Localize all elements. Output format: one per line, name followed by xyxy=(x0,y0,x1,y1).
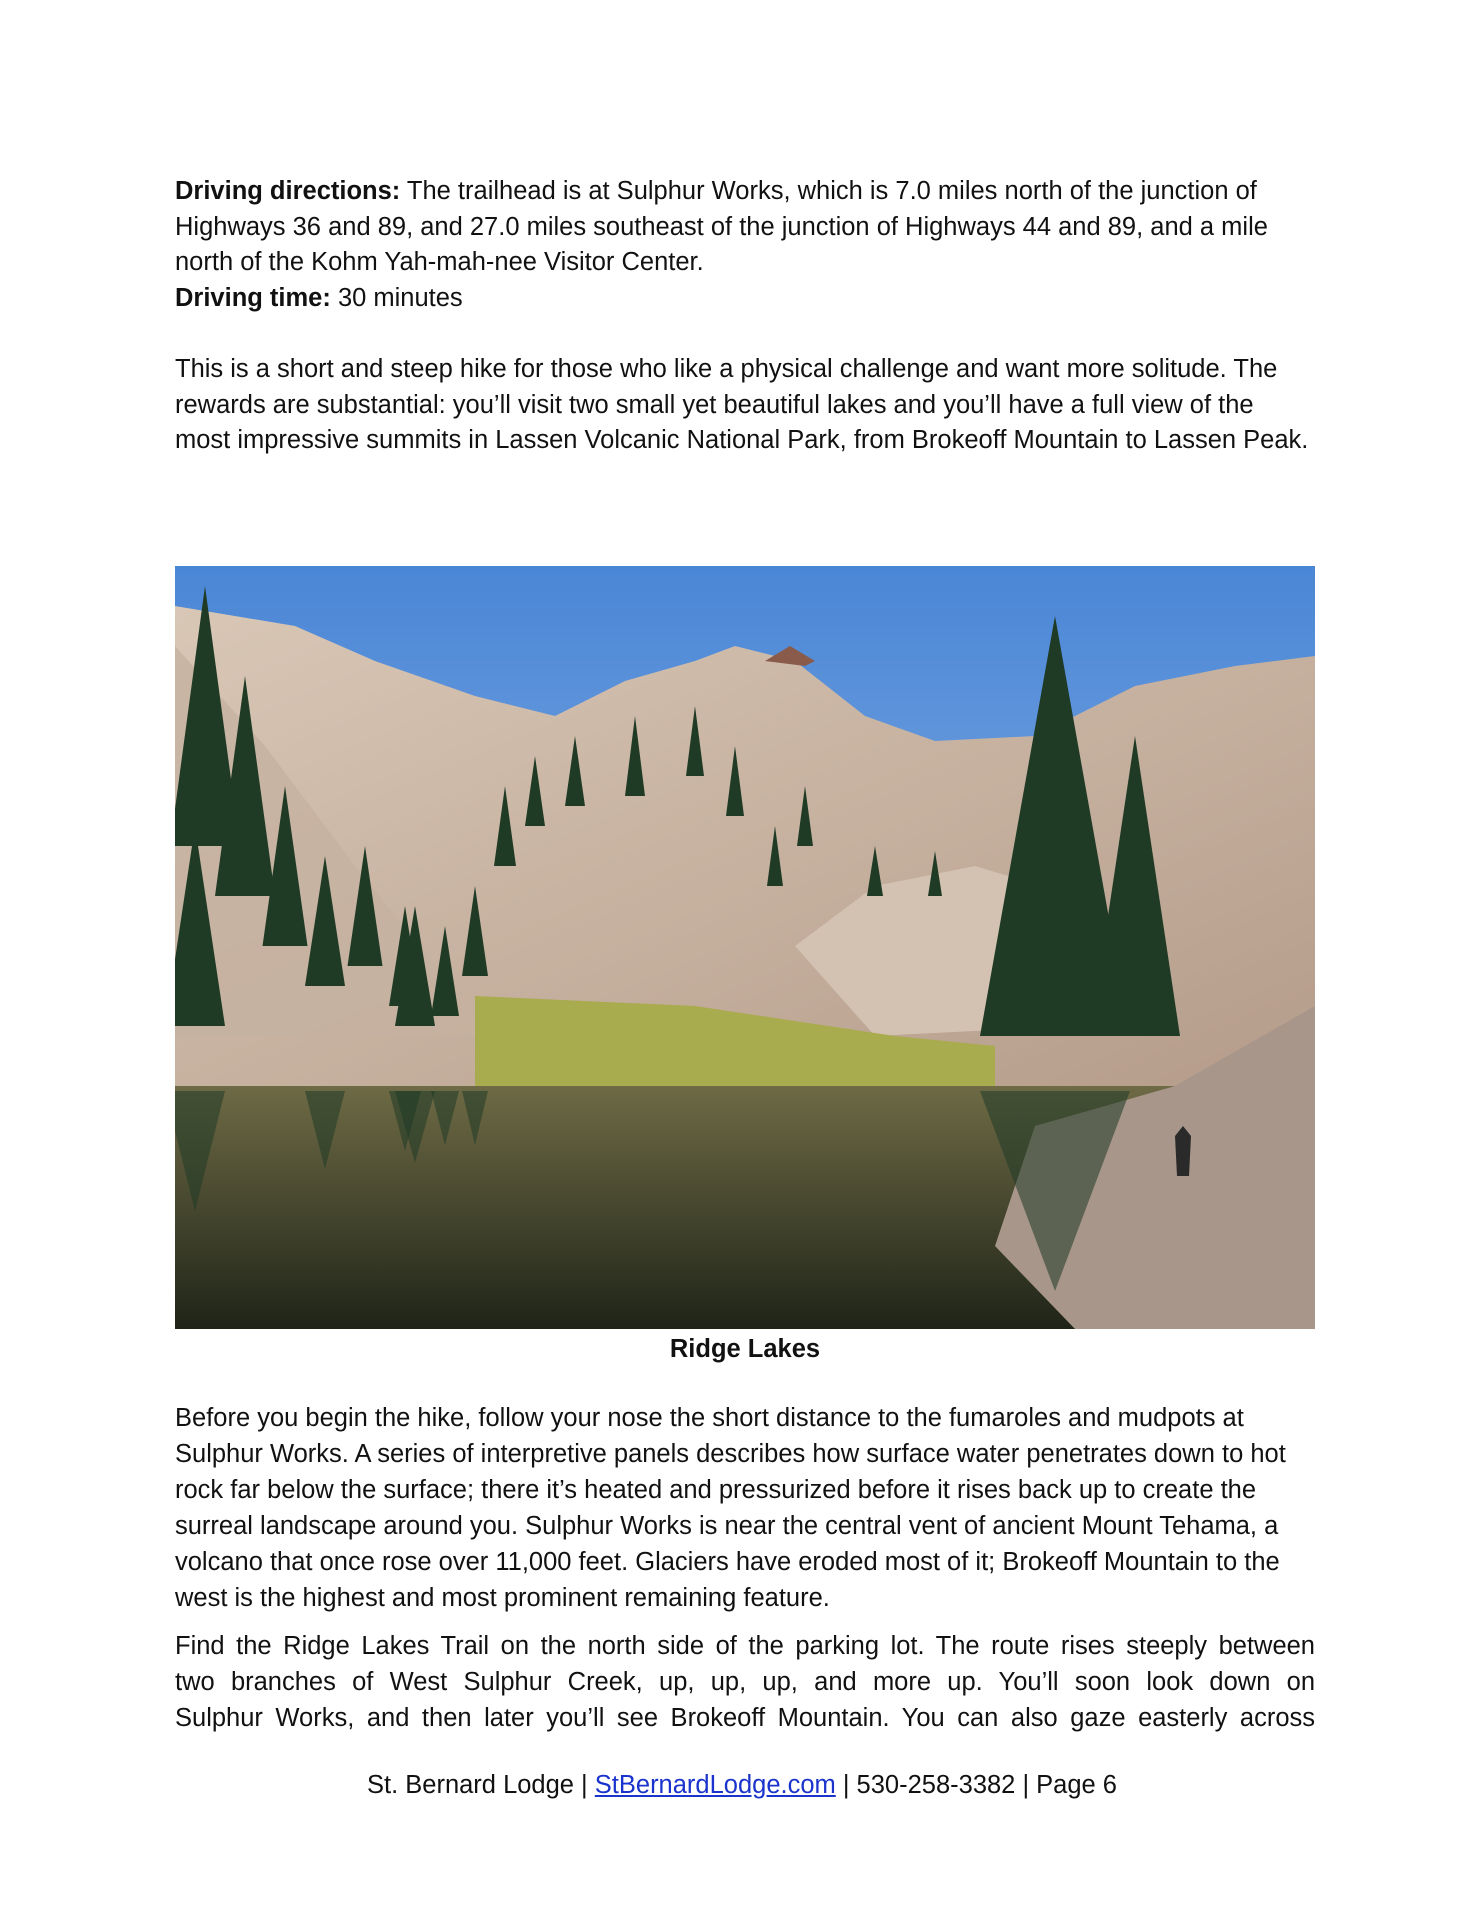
body-paragraph-1: Before you begin the hike, follow your nose the short distance to the fumaroles and mudpots at Sulphur Works. A series of interpretive panels describes how surface water penetrates down to hot rock far below the surface; there it’s heated and pressurized before it rises back up to create the surreal landscape around you. Sulphur Works is near the central vent of ancient Mount Tehama, a volcano that once rose over 11,000 feet. Glaciers have eroded most of it; Brokeoff Mountain to the west is the highest and most prominent remaining feature. xyxy=(175,1404,1286,1612)
body-paragraph-2-line-1: Find the Ridge Lakes Trail on the north side of the parking lot. The route rises steeply between xyxy=(175,1632,1315,1660)
intro-section xyxy=(175,174,1315,459)
driving-directions xyxy=(175,174,1315,281)
driving-time-label: Driving time: xyxy=(175,283,331,312)
driving-time-text: 30 minutes xyxy=(330,283,463,312)
photo-caption: Ridge Lakes xyxy=(669,1335,821,1363)
photo-hiker xyxy=(1175,1126,1191,1176)
body-paragraph-2 xyxy=(175,1628,1315,1736)
body-paragraph-2-line-2: two branches of West Sulphur Creek, up, up, up, and more up. You’ll soon look down on xyxy=(175,1668,1315,1696)
footer-contact-page: | 530-258-3382 | Page 6 xyxy=(835,1771,1117,1799)
body-paragraph-2-line-3: Sulphur Works, and then later you’ll see Brokeoff Mountain. You can also gaze easterly across xyxy=(175,1704,1315,1732)
page-footer xyxy=(0,1768,1484,1802)
ridge-lakes-photo xyxy=(175,566,1315,1329)
intro-paragraph: This is a short and steep hike for those who like a physical challenge and want more solitude. The rewards are substantial: you’ll visit two small yet beautiful lakes and you’ll have a full view of the most impressive summits in Lassen Volcanic National Park, from Brokeoff Mountain to Lassen Peak. xyxy=(175,355,1309,454)
driving-directions-text: The trailhead is at Sulphur Works, which is 7.0 miles north of the junction of Highways 36 and 89, and 27.0 miles southeast of the junction of Highways 44 and 89, and a mile north of the Kohm Yah-mah-nee Visitor Center. xyxy=(175,177,1268,276)
footer-website-link[interactable]: StBernardLodge.com xyxy=(594,1771,836,1799)
footer-lodge: St. Bernard Lodge | xyxy=(367,1771,595,1799)
driving-time xyxy=(175,281,1315,317)
body-section xyxy=(175,1400,1315,1736)
driving-directions-label: Driving directions: xyxy=(175,177,401,205)
